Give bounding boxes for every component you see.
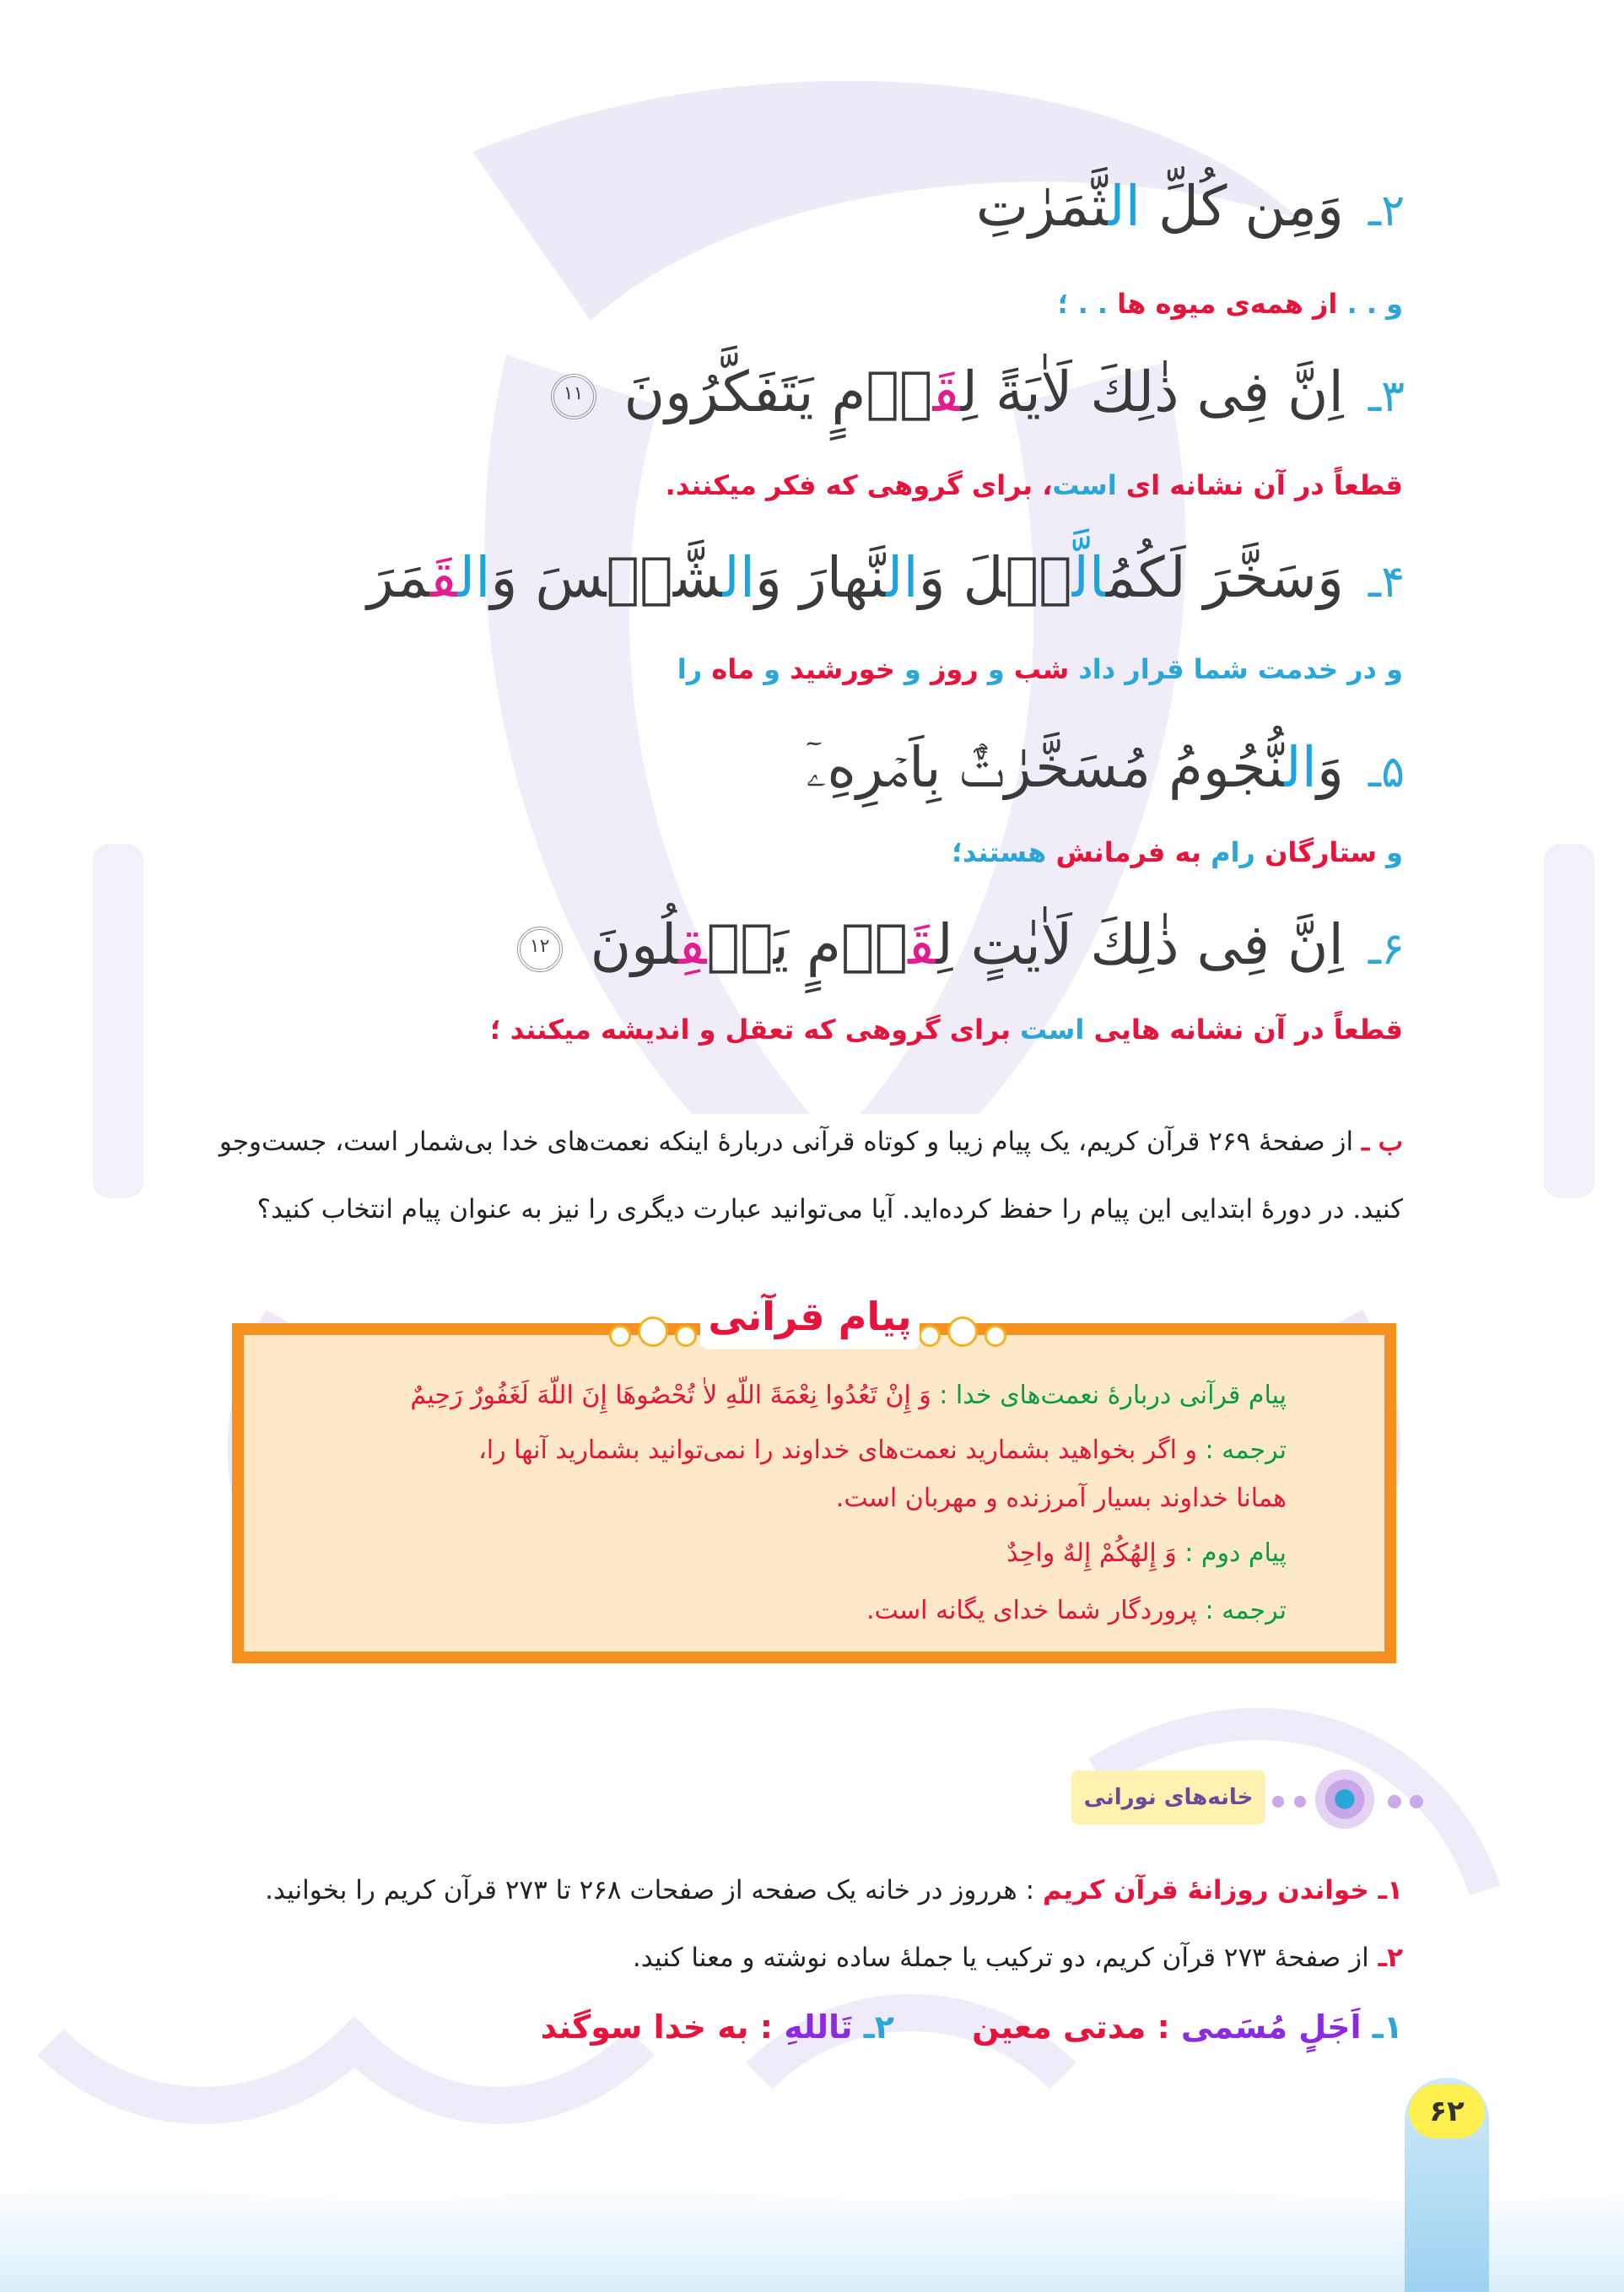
ayah-number-badge: ۱۱	[551, 374, 596, 419]
verse-segment: نَّهارَ وَ	[755, 545, 887, 610]
verse-text	[976, 174, 1344, 239]
second-translation-text: پروردگار شما خدای یگانه است.	[866, 1596, 1197, 1625]
instruction-paragraph	[0, 1127, 1403, 1158]
translation-segment: و	[894, 653, 931, 685]
verse-2	[976, 173, 1405, 240]
verse-segment: قَ	[429, 545, 459, 610]
translation-segment: برای گروهی که تعقل و اندیشه میکنند ؛	[489, 1014, 1011, 1046]
verse-segment: وۡمٍ يَعۡ	[706, 912, 909, 977]
nourani-houses-tag: خانه‌های نورانی	[1071, 1770, 1265, 1824]
translation-segment: و	[754, 653, 790, 685]
verse-segment: قَ	[908, 912, 936, 977]
verse-segment: ثَّمَرٰتِ	[975, 174, 1109, 239]
verse-text	[367, 545, 1344, 610]
translation-segment: و	[1386, 288, 1403, 320]
meaning-text: : به خدا سوگند	[540, 2008, 773, 2046]
verse-segment: مَرَ	[367, 545, 430, 610]
task-text: : هرروز در خانه یک صفحه از صفحات ۲۶۸ تا ۲۷۳ قرآن کریم را بخوانید.	[265, 1875, 1035, 1905]
second-message-arabic: وَ إِلهُکُمْ إِلهٌ واحِدٌ	[1006, 1538, 1177, 1568]
verse-segment: ال	[722, 545, 756, 610]
instruction-line-1: از صفحهٔ ۲۶۹ قرآن کریم، یک پیام زیبا و کوتاه قرآنی دربارهٔ اینکه نعمت‌های خدا بی‌شمار است، جست‌وجو	[219, 1127, 1354, 1157]
instruction-paragraph-2	[0, 1194, 1403, 1225]
verse-number: ۶ـ	[1368, 924, 1405, 975]
meaning-phrase: اَجَلٍ مُسَمی	[1180, 2008, 1362, 2046]
second-message-label: پیام دوم :	[1176, 1538, 1287, 1568]
translation-6	[490, 1013, 1403, 1048]
translation-3	[666, 468, 1403, 504]
translation-segment: و	[978, 653, 1014, 685]
translation-segment: . . ؛	[1057, 288, 1118, 320]
translation-segment: و در خدمت شما قرار داد	[1069, 653, 1403, 685]
message-arabic: وَ إِنْ تَعُدُوا نِعْمَةَ اللّهِ لاٰ تُحْصُوهَا إِنَ اللّهَ لَغَفُورٌ رَحِیمٌ	[410, 1381, 931, 1410]
box-title	[599, 1294, 1021, 1361]
translation-segment: ، برای گروهی که فکر میکنند.	[665, 469, 1053, 501]
translation-segment: از همه‌ی میوه ها	[1117, 288, 1338, 320]
translation-segment: ماه	[711, 653, 755, 685]
translation-segment: را	[677, 653, 712, 685]
verse-3	[551, 359, 1405, 425]
verse-segment: يۡلَ وَ	[918, 545, 1072, 610]
verse-segment: ال	[886, 545, 919, 610]
translation-segment: روز	[930, 653, 979, 685]
box-line-message	[410, 1380, 1287, 1412]
box-line-second-translation	[866, 1595, 1287, 1627]
translation-segment: است	[1010, 1014, 1085, 1046]
translation-segment: شب	[1013, 653, 1070, 685]
verse-segment: ال	[458, 545, 491, 610]
verse-text	[806, 735, 1344, 800]
translation-text-cont: همانا خداوند بسیار آمرزنده و مهربان است.	[835, 1484, 1287, 1513]
message-label: پیام قرآنی دربارهٔ نعمت‌های خدا :	[931, 1381, 1287, 1410]
verse-number: ۴ـ	[1368, 557, 1405, 608]
task-number: ۱ـ	[1368, 1875, 1403, 1905]
task-keyword: خواندن روزانهٔ قرآن کریم	[1042, 1875, 1369, 1905]
verse-segment: نُّجُومُ مُسَخَّرٰتٌۢ بِاَمۡرِهِۦٓ	[806, 735, 1285, 800]
verse-number: ۲ـ	[1368, 186, 1405, 236]
verse-text	[624, 359, 1344, 424]
task-1	[265, 1873, 1403, 1907]
section-letter: ب ـ	[1361, 1127, 1403, 1157]
dots-ornament-icon	[1388, 1793, 1438, 1810]
meaning-phrase: تَاللهِ	[784, 2008, 853, 2046]
task-2	[633, 1941, 1403, 1975]
task-text: از صفحهٔ ۲۷۳ قرآن کریم، دو ترکیب یا جملهٔ ساده نوشته و معنا کنید.	[632, 1943, 1369, 1973]
verse-number: ۳ـ	[1368, 371, 1405, 422]
translation-2	[1058, 287, 1403, 322]
sea-decoration	[0, 2160, 1624, 2292]
verse-segment: اِنَّ فِى ذٰلِكَ لَاٰيٰتٍ لِ	[936, 912, 1344, 977]
verse-segment: شَّمۡسَ وَ	[490, 545, 723, 610]
translation-segment: قطعاً در آن نشانه هایی	[1084, 1014, 1403, 1046]
translation-label: ترجمه :	[1196, 1435, 1287, 1465]
box-line-translation	[478, 1435, 1287, 1467]
translation-segment: قطعاً در آن نشانه ای	[1116, 469, 1403, 501]
verse-segment: وَ	[1316, 735, 1344, 800]
meaning-2	[541, 2008, 894, 2046]
box-title-text: پیام قرآنی	[708, 1294, 912, 1339]
flower-icon	[1312, 1766, 1378, 1832]
translation-segment: رام	[1200, 836, 1265, 868]
verse-number: ۵ـ	[1368, 747, 1405, 797]
verse-6	[517, 911, 1405, 978]
task-number: ۲ـ	[1368, 1943, 1403, 1973]
verse-5	[806, 734, 1405, 801]
instruction-line-2: کنید. در دورهٔ ابتدایی این پیام را حفظ کرده‌اید. آیا می‌توانید عبارت دیگری را نیز به عنوان پیام انتخاب کنید؟	[256, 1194, 1403, 1224]
box-line-second-message	[1006, 1538, 1287, 1570]
verse-segment: قِ	[678, 912, 707, 977]
ayah-number-badge: ۱۲	[517, 927, 563, 972]
verse-segment: وَمِن كُلِّ	[1141, 174, 1344, 239]
translation-segment: و	[1376, 836, 1403, 868]
translation-segment: ستارگان	[1265, 836, 1377, 868]
meaning-number: ۱ـ	[1361, 2008, 1403, 2046]
verse-segment: وَسَخَّرَ لَكُمُ	[1105, 545, 1344, 610]
verse-segment: الَّ	[1071, 545, 1106, 610]
dots-ornament-icon	[1270, 1793, 1310, 1810]
verse-segment: اِنَّ فِى ذٰلِكَ لَاٰيَةً لِ	[960, 359, 1344, 424]
meaning-text: : مدتی معین	[972, 2008, 1170, 2046]
verse-segment: ال	[1108, 174, 1141, 239]
translation-segment: هستند؛	[952, 836, 1056, 868]
translation-4	[677, 652, 1403, 688]
verse-segment: ال	[1284, 735, 1317, 800]
translation-segment: . .	[1337, 288, 1387, 320]
box-line-translation-cont	[836, 1483, 1287, 1515]
meaning-number: ۲ـ	[852, 2008, 894, 2046]
verse-text	[591, 912, 1344, 977]
page-number: ۶۲	[1409, 2084, 1485, 2138]
translation-5	[952, 835, 1403, 871]
translation-segment: خورشید	[790, 653, 895, 685]
meaning-1	[972, 2008, 1403, 2046]
translation-segment: است	[1052, 469, 1117, 501]
second-translation-label: ترجمه :	[1196, 1596, 1287, 1625]
translation-segment: به فرمانش	[1055, 836, 1201, 868]
translation-text: و اگر بخواهید بشمارید نعمت‌های خداوند را نمی‌توانید بشمارید آنها را،	[478, 1435, 1197, 1465]
verse-segment: وۡمٍ يَتَفَكَّرُونَ	[623, 359, 933, 424]
verse-segment: قَ	[932, 359, 961, 424]
verse-segment: لُونَ	[590, 912, 679, 977]
verse-4	[367, 544, 1405, 611]
